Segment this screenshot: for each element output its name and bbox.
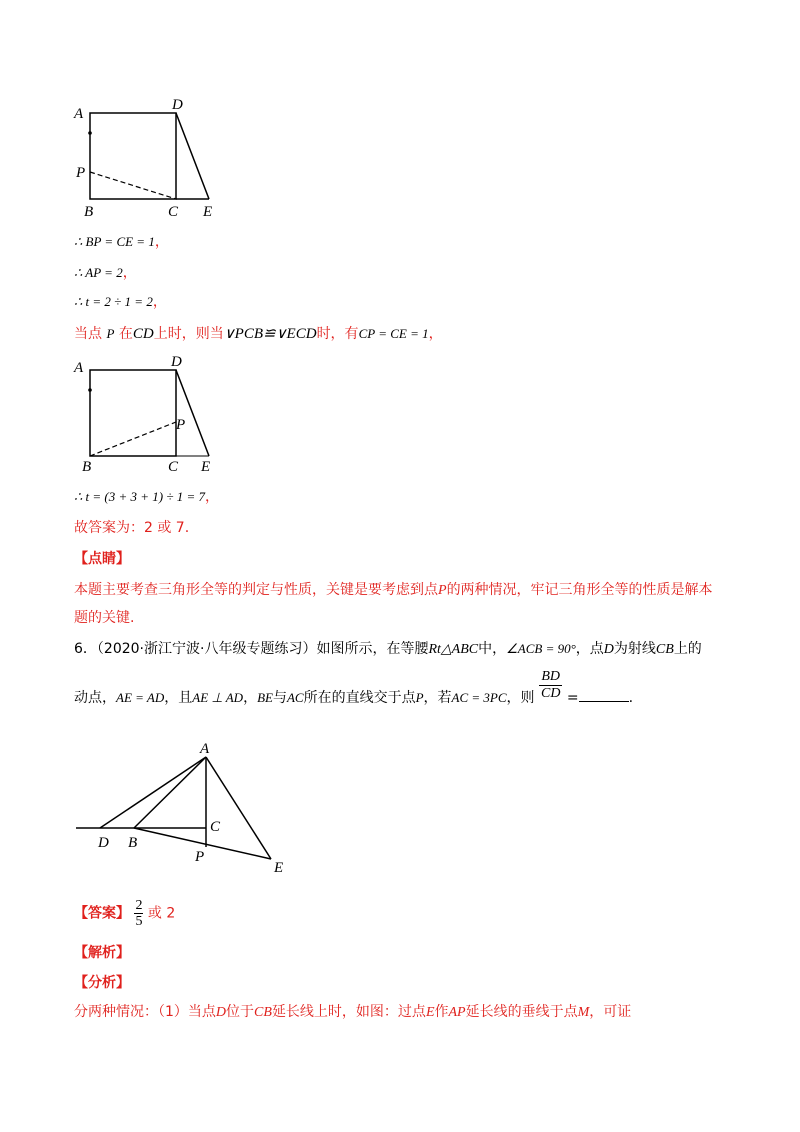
dashed-pc	[90, 172, 176, 199]
point-marker	[88, 388, 92, 392]
label-c: C	[210, 819, 221, 835]
label-b: B	[84, 204, 94, 220]
label-d: D	[171, 354, 182, 370]
summary-line-2: 题的关键.	[74, 610, 135, 626]
step-t-7: ∴ t = (3 + 3 + 1) ÷ 1 = 7，	[74, 489, 220, 505]
point-marker	[88, 131, 92, 135]
figure-isosceles-right-triangle	[70, 735, 300, 880]
label-c: C	[168, 459, 179, 475]
segment-de	[176, 370, 209, 456]
label-e: E	[203, 204, 213, 220]
segment-ad	[100, 757, 206, 828]
final-answer: 故答案为：2 或 7.	[74, 520, 190, 536]
label-p: P	[76, 165, 86, 181]
step-t-2: ∴ t = 2 ÷ 1 = 2，	[74, 294, 167, 310]
section-fenxi: 【分析】	[74, 975, 130, 991]
answer-line: 【答案】 $\frac{2}{5}$ 或 2	[74, 898, 176, 929]
step-bp-ce: ∴ BP = CE = 1，	[74, 234, 169, 250]
segment-ae	[206, 757, 271, 859]
label-d: D	[98, 835, 109, 851]
label-a: A	[200, 741, 210, 757]
dashed-bp	[90, 422, 176, 456]
segment-de	[176, 113, 209, 199]
label-p: P	[195, 849, 205, 865]
label-b: B	[128, 835, 138, 851]
label-c: C	[168, 204, 179, 220]
label-a: A	[74, 106, 84, 122]
problem-line-2: 动点，AE = AD，且AE ⊥ AD，BE与AC所在的直线交于点P，若AC = 3PC，则 $\frac{BD}{CD}$ = .	[74, 668, 634, 706]
label-d: D	[172, 97, 183, 113]
segment-ab	[134, 757, 206, 828]
section-jiexi: 【解析】	[74, 945, 130, 961]
step-ap: ∴ AP = 2，	[74, 265, 137, 281]
ratio-bd-cd: $\frac{BD}{CD}$	[540, 668, 561, 701]
square-abcd	[90, 113, 176, 199]
square-abcd	[90, 370, 176, 456]
label-e: E	[274, 860, 284, 876]
label-a: A	[74, 360, 84, 376]
label-p: P	[176, 417, 186, 433]
answer-blank	[579, 689, 629, 702]
label-b: B	[82, 459, 92, 475]
figure-square-p-on-cd	[70, 352, 230, 477]
summary-line-1: 本题主要考查三角形全等的判定与性质，关键是要考虑到点P的两种情况，牢记三角形全等的性质是解本	[74, 582, 713, 598]
analysis-line: 分两种情况：（1）当点D位于CB延长线上时，如图：过点E作AP延长线的垂线于点M，可证	[74, 1004, 632, 1020]
answer-fraction: $\frac{2}{5}$	[135, 898, 143, 929]
label-e: E	[201, 459, 211, 475]
case-p-on-cd: 当点 P 在CD上时，则当∨PCB≌∨ECD时，有CP = CE = 1，	[74, 326, 443, 342]
section-dianjing: 【点睛】	[74, 551, 130, 567]
figure-square-p-on-ab	[70, 95, 230, 225]
problem-line-1: 6．（2020·浙江宁波·八年级专题练习）如图所示，在等腰Rt△ABC中，∠ACB = 90°，点D为射线CB上的	[74, 641, 702, 657]
